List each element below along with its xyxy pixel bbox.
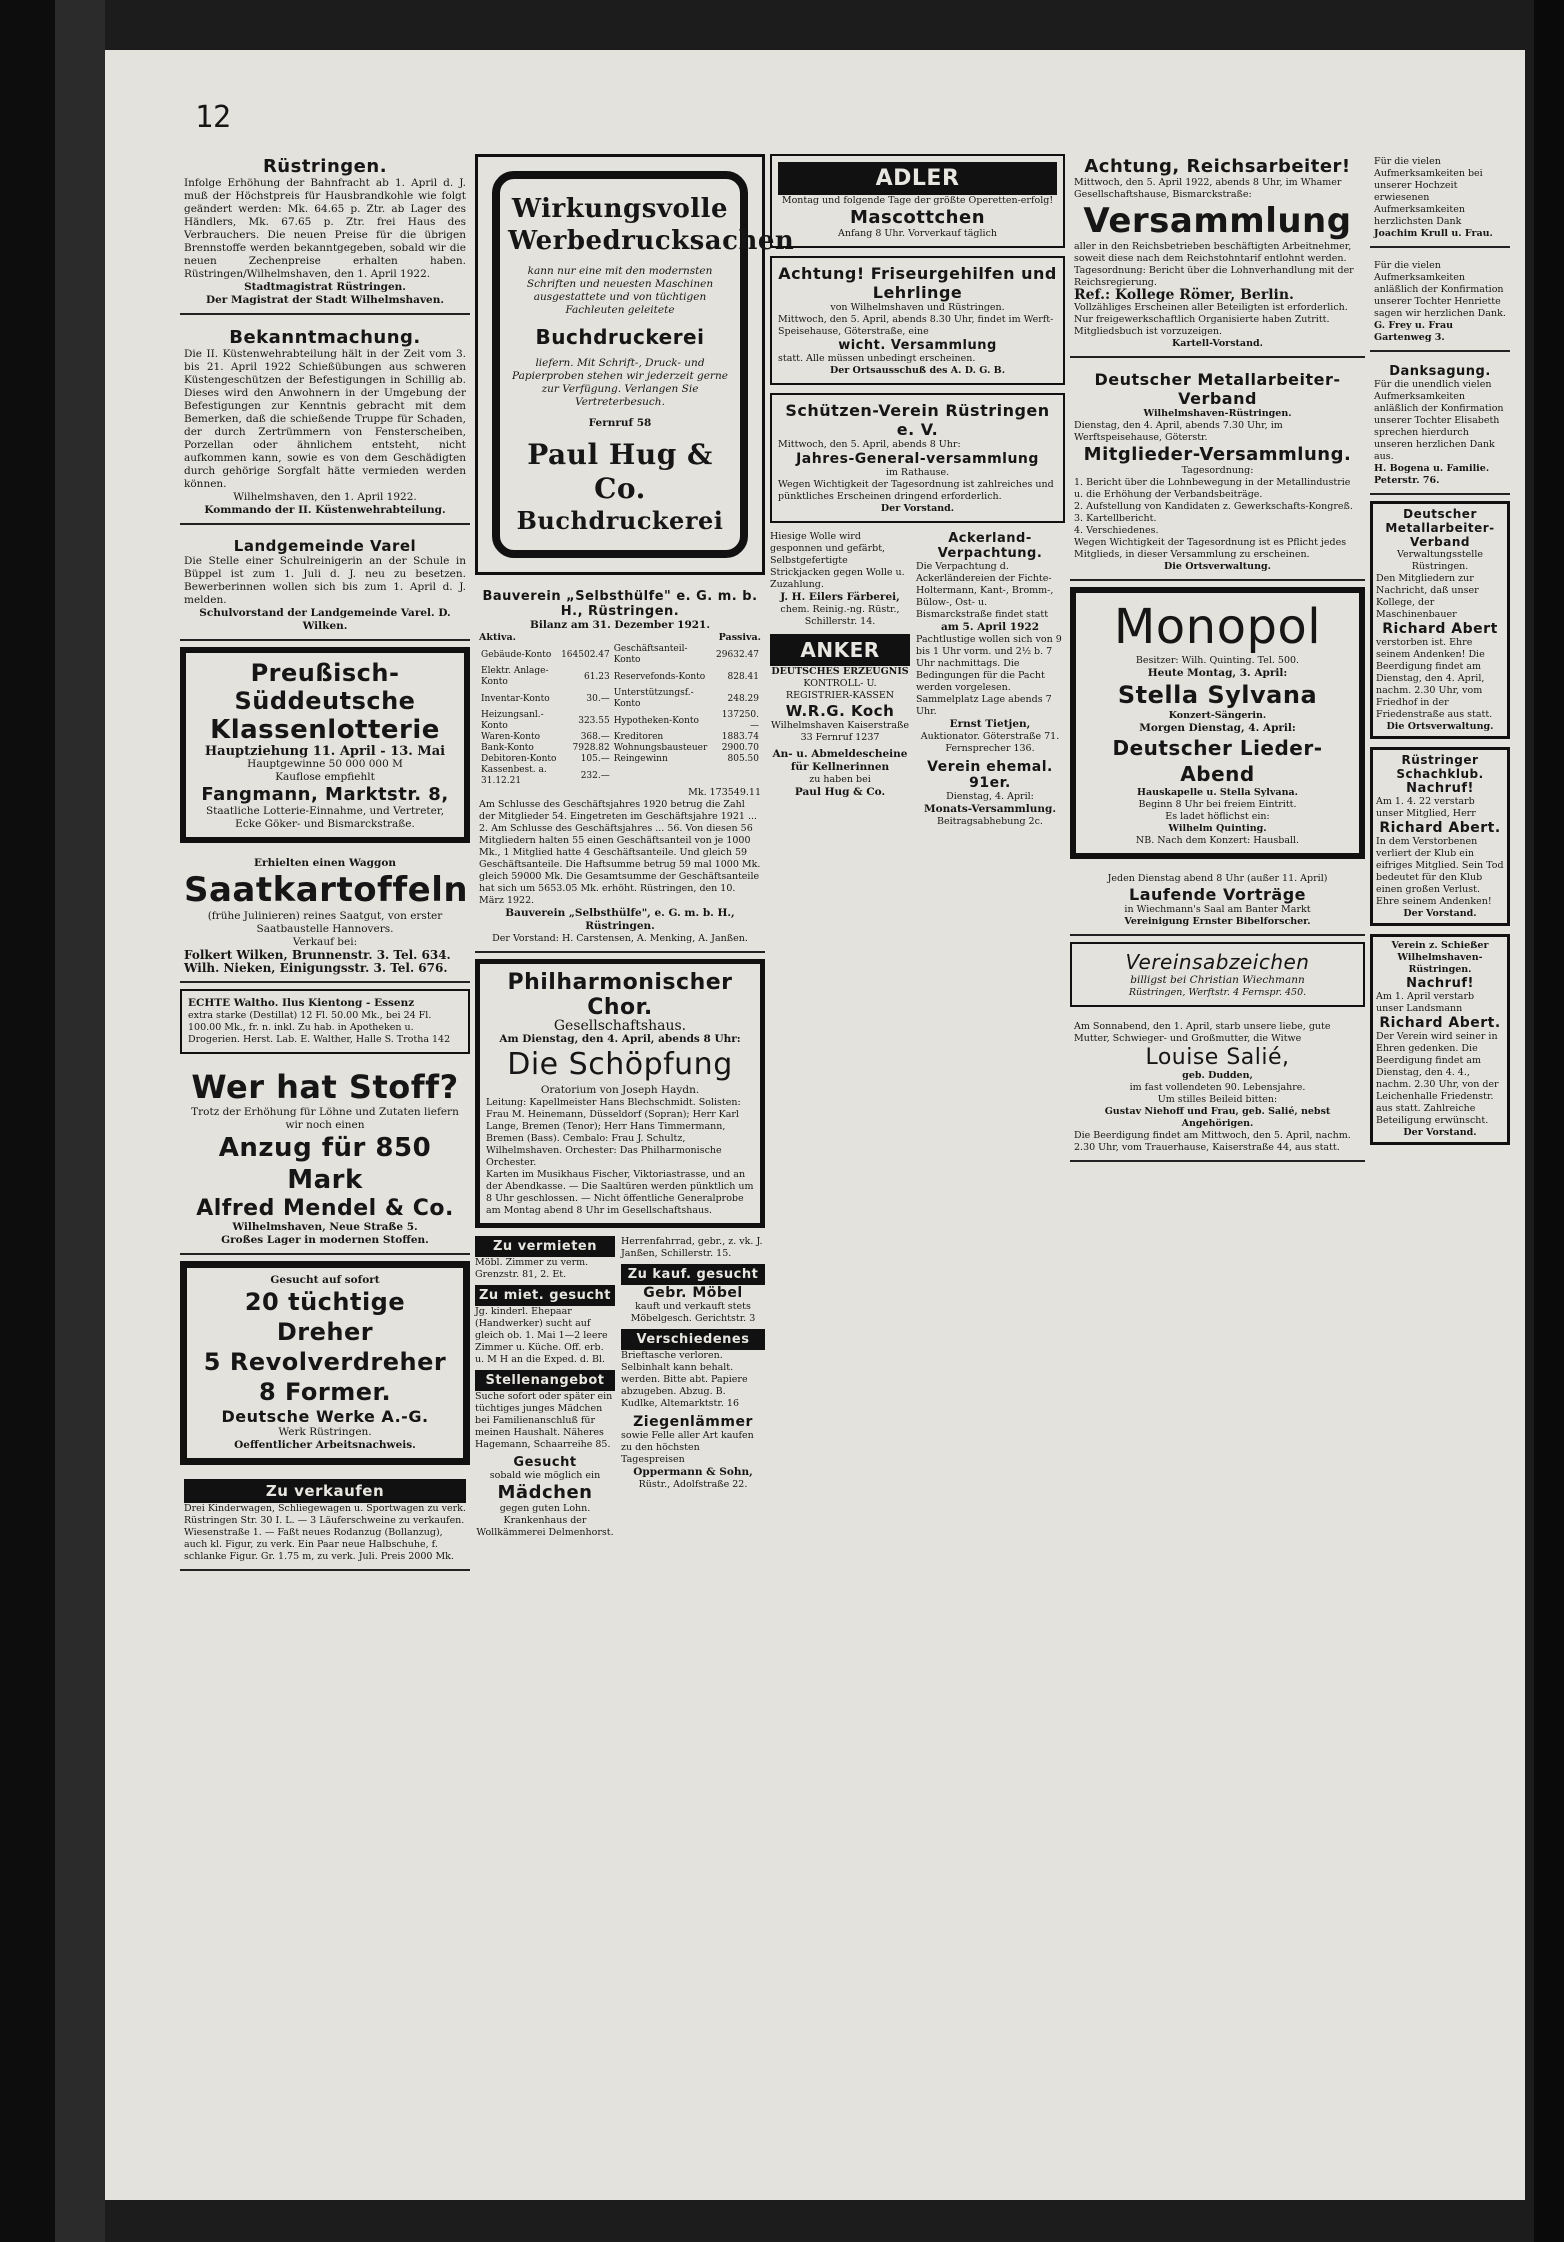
ad-text: Vollzähliges Erscheinen aller Beteiligten ist erforderlich. Nur freigewerkschaftlich Organisierte haben Zutritt. Mitgliedsbuch ist vorzuzeigen.: [1074, 302, 1348, 337]
ad-text: Infolge Erhöhung der Bahnfracht ab 1. April d. J. muß der Höchstpreis für Hausbrandkohle wie folgt geändert werden: Mk. 64.65 p. Ztr. ab Lager des Händlers, Mk. 67.65 p. Ztr. frei Haus des Verbrauchers. Die neuen Preise für die übrigen Brennstoffe werden bekanntgegeben, sobald wir die neuen Zechenpreise erhalten haben. Rüstringen/Wilhelmshaven, den 1. April 1922.: [184, 177, 466, 280]
ad-adler: [770, 154, 1065, 248]
ad-date: Wilhelmshaven, den 1. April 1922.: [233, 491, 417, 503]
ad-title: Deutscher Metallarbeiter-Verband: [1094, 370, 1341, 408]
ad-signature: Kartell-Vorstand.: [1172, 338, 1263, 349]
bilanz-cell: 105.—: [580, 754, 610, 764]
ad-name: Deutsche Werke A.-G.: [221, 1407, 429, 1426]
ad-text: Gesucht auf sofort: [270, 1274, 380, 1286]
bilanz-cell: Gebäude-Konto: [481, 649, 552, 660]
ad-text: Am Sonnabend, den 1. April, starb unsere liebe, gute Mutter, Schwieger- und Großmutter, die Witwe: [1074, 1021, 1331, 1044]
bilanz-row: [479, 743, 761, 754]
ad-title: Gesucht: [513, 1455, 577, 1470]
ad-name: G. Frey u. Frau Gartenweg 3.: [1374, 320, 1454, 343]
ad-name: W.R.G. Koch: [785, 702, 895, 720]
ad-text: Wilh. Nieken, Einigungsstr. 3. Tel. 676.: [184, 961, 448, 975]
bilanz-cell: Reingewinn: [613, 754, 668, 764]
ad-signature: Der Vorstand.: [1403, 908, 1477, 919]
ad-subtitle: Bilanz am 31. Dezember 1921.: [529, 619, 711, 631]
ad-title: Philharmonischer Chor.: [507, 970, 733, 1020]
ad-schachklub-nachruf: [1370, 747, 1510, 926]
ad-title: Ackerland-Verpachtung.: [937, 531, 1043, 561]
bilanz-cell: Waren-Konto: [481, 732, 541, 742]
ad-text: kann nur eine mit den modernsten Schriften und neuesten Maschinen ausgestattete und von tüchtigen Fachleuten geleitete: [526, 265, 714, 316]
ad-text: extra starke (Destillat) 12 Fl. 50.00 Mk., bei 24 Fl. 100.00 Mk., fr. n. inkl. Zu hab. in Apotheken u. Drogerien. Herst. Lab. E. Walther, Halle S. Trotha 142: [188, 1010, 451, 1045]
ad-signature: Der Vorstand: H. Carstensen, A. Menking, A. Janßen.: [492, 933, 748, 944]
agenda-item: 3. Kartellbericht.: [1074, 513, 1157, 524]
ad-text: Den Mitgliedern zur Nachricht, daß unser Kollege, der Maschinenbauer: [1376, 573, 1479, 620]
ad-date: Am Dienstag, den 4. April, abends 8 Uhr:: [499, 1033, 741, 1045]
ad-text: Brieftasche verloren. Selbinhalt kann behalt. werden. Bitte abt. Papiere abzugeben. Abzug. B. Kudlke, Altemarktstr. 16: [621, 1350, 748, 1409]
ad-text: kauft und verkauft stets Möbelgesch. Gerichtstr. 3: [630, 1301, 756, 1324]
ad-name: Paul Hug & Co.: [527, 438, 713, 505]
ad-address: chem. Reinig.-ng. Rüstr., Schillerstr. 14.: [780, 604, 900, 627]
ad-date: Heute Montag, 3. April:: [1147, 667, 1288, 679]
newspaper-page: [105, 50, 1525, 2200]
ad-text: Am Schlusse des Geschäftsjahres 1920 betrug die Zahl der Mitglieder 54. Eingetreten im Geschäftsjahre 1921 ... 2. Am Schlusse des Geschäftsjahres ... 56. Von diesen 56 Mitgliedern halten 55 einen Geschäftsanteil von je 1000 Mk., 1 Mitglied hatte 4 Geschäftsanteile. Und gleich 59 Geschäftsanteile. Die Haftsumme betrug 59 mal 1000 Mk. gleich 59000 Mk. Die Gesamtsumme der Geschäftsanteile hat sich um 5653.05 Mk. erhöht. Rüstringen, den 10. März 1922.: [479, 799, 761, 906]
bilanz-cell: 30.—: [586, 693, 610, 704]
ad-title: Schützen-Verein Rüstringen e. V.: [785, 401, 1050, 439]
ad-name: Oppermann & Sohn,: [633, 1466, 753, 1478]
ad-title: Mascottchen: [849, 207, 986, 228]
ad-text: Um stilles Beileid bitten:: [1157, 1094, 1278, 1105]
ad-text: Jeden Dienstag abend 8 Uhr (außer 11. April): [1107, 873, 1328, 884]
ad-vereinsabzeichen: [1070, 942, 1365, 1007]
page-gutter: [55, 0, 105, 2242]
ad-text: Die Beerdigung findet am Mittwoch, den 5. April, nachm. 2.30 Uhr, vom Trauerhause, Kaiserstraße 44, aus statt.: [1074, 1130, 1351, 1153]
ad-name: Gebr. Möbel: [643, 1285, 743, 1301]
ad-vortraege: [1070, 867, 1365, 936]
ad-signature: Der Vorstand.: [880, 503, 955, 514]
ad-varel: [180, 531, 470, 641]
ad-text: aller in den Reichsbetrieben beschäftigten Arbeitnehmer, soweit diese nach dem Reichstohntarif entlohnt werden. Tagesordnung: Bericht über die Lohnverhandlung mit der Reichsregierung.: [1074, 241, 1354, 288]
ad-title: Deutscher Metallarbeiter-Verband: [1385, 507, 1495, 549]
ad-title: Wer hat Stoff?: [191, 1068, 459, 1106]
ad-title: Preußisch-Süddeutsche: [234, 659, 416, 715]
section-header: Zu vermieten: [475, 1236, 615, 1257]
ad-text: sowie Felle aller Art kaufen zu den höchsten Tagespreisen: [621, 1430, 754, 1465]
ad-title: Mitglieder-Versammlung.: [1083, 444, 1352, 465]
ad-title: Bauverein „Selbsthülfe" e. G. m. b. H., Rüstringen.: [482, 589, 758, 619]
ad-text: Oeffentlicher Arbeitsnachweis.: [234, 1439, 416, 1451]
ad-text: Tagesordnung:: [1181, 465, 1254, 476]
ad-friseure: [770, 256, 1065, 385]
ad-name: Richard Abert: [1382, 621, 1498, 637]
ad-title: Achtung, Reichsarbeiter!: [1084, 156, 1351, 177]
ad-text: KONTROLL- U. REGISTRIER-KASSEN: [785, 678, 895, 701]
ad-text: Für die vielen Aufmerksamkeiten bei unserer Hochzeit erwiesenen Aufmerksamkeiten herzlichsten Dank: [1374, 156, 1483, 227]
ad-logo: ADLER: [778, 162, 1057, 195]
ad-text: Oratorium von Joseph Haydn.: [540, 1084, 700, 1096]
ad-text: Pachtlustige wollen sich von 9 bis 1 Uhr vorm. und 2½ b. 7 Uhr nachmittags. Die Bedingungen für die Pacht werden vorgelesen. Sammelplatz Lage abends 7 Uhr.: [916, 634, 1062, 717]
ad-text: Ref.: Kollege Römer, Berlin.: [1074, 287, 1294, 303]
ad-text: statt. Alle müssen unbedingt erscheinen.: [778, 353, 976, 364]
ad-signature: Bauverein „Selbsthülfe", e. G. m. b. H., Rüstringen.: [505, 907, 735, 932]
ad-schuetzenverein: [770, 393, 1065, 523]
bilanz-cell: Geschäftsanteil-Konto: [613, 644, 688, 665]
ad-text: Beitragsabhebung 2c.: [937, 816, 1043, 827]
ad-date: Mittwoch, den 5. April 1922, abends 8 Uhr, im Whamer Gesellschaftshause, Bismarckstraße:: [1074, 177, 1342, 200]
bilanz-cell: 232.—: [580, 770, 610, 781]
ad-text: geb. Dudden,: [1182, 1070, 1253, 1081]
bilanz-cell: Debitoren-Konto: [481, 754, 557, 764]
bilanz-cell: 61.23: [583, 671, 610, 682]
bilanz-row: [479, 754, 761, 765]
ad-text: zu haben bei: [809, 774, 871, 785]
ad-subtitle: Buchdruckerei: [535, 325, 705, 349]
ad-title: Klassenlotterie: [210, 715, 440, 745]
ad-text: Großes Lager in modernen Stoffen.: [221, 1234, 429, 1246]
ad-text: Werk Rüstringen.: [278, 1426, 372, 1438]
ad-deutsche-werke: [180, 1261, 470, 1465]
ad-title: ECHTE Waltho. Ilus Kientong - Essenz: [188, 997, 415, 1009]
bilanz-cell: 137250.—: [721, 710, 759, 731]
ad-text: Kauflose empfiehlt: [275, 771, 375, 783]
ad-date: Mittwoch, den 5. April, abends 8.30 Uhr, findet im Werft-Speisehause, Göterstraße, eine: [778, 314, 1054, 337]
section-header: Zu kauf. gesucht: [621, 1264, 765, 1285]
bilanz-row: [479, 765, 761, 787]
ad-date: Mittwoch, den 5. April, abends 8 Uhr:: [778, 439, 961, 450]
bilanz-cell: [713, 765, 761, 787]
ad-title: Bekanntmachung.: [229, 327, 421, 348]
ad-text: Gesellschaftshaus.: [553, 1018, 687, 1034]
bilanz-cell: Heizungsanl.-Konto: [481, 710, 544, 731]
bilanz-cell: 805.50: [727, 754, 759, 764]
ad-subtitle: Wilhelmshaven-Rüstringen.: [1143, 408, 1292, 419]
ad-text: DEUTSCHES ERZEUGNIS: [771, 666, 909, 677]
agenda-item: 4. Verschiedenes.: [1074, 525, 1159, 536]
ad-todes-salie: [1070, 1015, 1365, 1162]
section-header: Zu miet. gesucht: [475, 1285, 615, 1306]
column-3: [770, 150, 1065, 2170]
ad-echte-essenz: [180, 989, 470, 1054]
ad-title: Monats-Versammlung.: [923, 803, 1056, 815]
ad-name: Wilhelm Quinting.: [1168, 823, 1267, 834]
ad-title: 20 tüchtige Dreher: [244, 1288, 406, 1346]
bilanz-cell: Kassenbest. a. 31.12.21: [481, 765, 547, 786]
bilanz-cell: Hypotheken-Konto: [613, 715, 699, 726]
ad-signature: Kommando der II. Küstenwehrabteilung.: [204, 504, 446, 516]
ad-text: Anfang 8 Uhr. Vorverkauf täglich: [837, 228, 998, 239]
ad-zu-verkaufen: [180, 1473, 470, 1571]
ad-signature: Schulvorstand der Landgemeinde Varel. D. Wilken.: [199, 607, 451, 632]
ad-title: 8 Former.: [258, 1378, 392, 1406]
ad-text: Die Verpachtung d. Ackerländereien der Fichte-Holtermann, Kant-, Bromm-, Bülow-, Ost- u. Bismarckstraße findet statt: [916, 561, 1054, 620]
ad-text: Wegen Wichtigkeit der Tagesordnung ist es Pflicht jedes Mitglieds, in dieser Versammlung zu erscheinen.: [1074, 537, 1347, 560]
column-2: [475, 150, 795, 2170]
ad-text: Drei Kinderwagen, Schliegewagen u. Sportwagen zu verk. Rüstringen Str. 30 I. L. — 3 Läuferschweine zu verkaufen. Wiesenstraße 1. — Faßt neues Rodanzug (Bollanzug), auch kl. Figur, zu verk. Ein Paar neue Halbschuhe, f. schlanke Figur. Gr. 1.75 m, zu verk. Juli. Preis 2000 Mk.: [184, 1503, 466, 1562]
bilanz-row: [479, 666, 761, 688]
column-5: [1370, 150, 1510, 2170]
ad-phone: Fernruf 58: [588, 417, 652, 429]
ad-text: Für die vielen Aufmerksamkeiten anläßlich der Konfirmation unserer Tochter Henriette sagen wir herzlichen Dank.: [1374, 260, 1506, 319]
ad-ruestringen-kohle: [180, 150, 470, 315]
ad-text: Herrenfahrrad, gebr., z. vk. J. Janßen, Schillerstr. 15.: [621, 1236, 763, 1259]
ad-philharmonischer-chor: [475, 959, 765, 1228]
ad-metallarbeiter: [1070, 364, 1365, 581]
ad-dank-krull: [1370, 150, 1510, 248]
ad-text: im Rathause.: [885, 467, 950, 478]
ad-text: in Wiechmann's Saal am Banter Markt: [1124, 904, 1311, 915]
ad-mendel: [180, 1062, 470, 1255]
section-header: Stellenangebot: [475, 1370, 615, 1391]
bilanz-cell: 29632.47: [716, 649, 759, 660]
ad-title: Mädchen: [497, 1482, 593, 1503]
column-1: [180, 150, 470, 2170]
ad-dmv-nachruf: [1370, 501, 1510, 739]
ad-name: H. Bogena u. Familie. Peterstr. 76.: [1374, 463, 1490, 486]
ad-name: Joachim Krull u. Frau.: [1374, 228, 1493, 239]
ad-text: Suche sofort oder später ein tüchtiges junges Mädchen bei Familienanschluß für meinen Haushalt. Näheres Hagemann, Schaarreihe 85.: [475, 1391, 613, 1450]
ad-title: Rüstringer Schachklub.: [1396, 753, 1484, 781]
ad-title: Verein z. Schießer Wilhelmshaven-Rüstringen.: [1391, 940, 1489, 975]
ad-name: J. H. Eilers Färberei,: [780, 591, 900, 603]
ad-name: Paul Hug & Co.: [794, 786, 886, 798]
ad-monopol: [1070, 587, 1365, 859]
bilanz-cell: Reservefonds-Konto: [613, 671, 706, 682]
ad-text: Gustav Niehoff und Frau, geb. Salié, nebst Angehörigen.: [1104, 1106, 1331, 1129]
bilanz-row: [479, 688, 761, 710]
ad-title: Verein ehemal. 91er.: [927, 759, 1053, 791]
ad-title: Nachruf!: [1406, 976, 1474, 991]
ad-title: Wirkungsvolle: [511, 194, 729, 224]
section-header: Zu verkaufen: [184, 1479, 466, 1503]
ad-text: Der Verein wird seiner in Ehren gedenken. Die Beerdigung findet am Dienstag, den 4. 4., nachm. 2.30 Uhr, von der Leichenhalle Friedenstr. aus statt. Zahlreiche Beteiligung erwünscht.: [1376, 1031, 1499, 1126]
ad-logo: ANKER: [770, 634, 910, 666]
ad-text: Verkauf bei:: [292, 936, 358, 948]
ad-address: Wilhelmshaven, Neue Straße 5.: [232, 1221, 418, 1233]
ad-text: Trotz der Erhöhung für Löhne und Zutaten liefern wir noch einen: [191, 1106, 459, 1131]
ad-paul-hug: [475, 154, 795, 575]
ad-date: Dienstag, 4. April:: [946, 791, 1034, 802]
ad-text: Die II. Küstenwehrabteilung hält in der Zeit vom 3. bis 21. April 1922 Schießübungen aus schweren Küstengeschützen der Befestigungen in Schillig ab. Dieses wird den Anwohnern in der Umgebung der Befestigungen zur Kenntnis gebracht mit dem Bemerken, daß die schießende Truppe für Schaden, der durch Zertrümmern von Fensterscheiben, Porzellan oder ähnlichem entsteht, nicht aufkommen kann, sowie es von dem Geschädigten durch gehörige Sorgfalt hätte vermieden werden können.: [184, 348, 466, 490]
ad-text: Erhielten einen Waggon: [254, 857, 396, 869]
ad-text: In dem Verstorbenen verliert der Klub ein eifriges Mitglied. Sein Tod bedeutet für den Klub einen großen Verlust. Ehre seinem Andenken!: [1376, 836, 1504, 907]
ad-name: Alfred Mendel & Co.: [196, 1196, 454, 1221]
ad-signature: Vereinigung Ernster Bibelforscher.: [1124, 916, 1311, 927]
ad-text: gegen guten Lohn. Krankenhaus der Wollkämmerei Delmenhorst.: [476, 1503, 614, 1538]
ad-address: Rüstringen, Werftstr. 4 Fernspr. 450.: [1128, 987, 1307, 998]
book-spine: [0, 0, 55, 2242]
ad-saatkartoffeln: [180, 851, 470, 983]
ad-text: NB. Nach dem Konzert: Hausball.: [1135, 835, 1300, 846]
ad-text: Am 1. April verstarb unser Landsmann: [1376, 991, 1475, 1014]
bilanz-cell: [612, 765, 713, 787]
ad-title: Rüstringen.: [262, 156, 388, 177]
bilanz-cell: 248.29: [727, 693, 759, 704]
ad-name: Richard Abert.: [1379, 820, 1501, 836]
bilanz-cell: Wohnungsbausteuer: [613, 743, 708, 753]
ad-dank-bogena: [1370, 358, 1510, 495]
agenda-item: 1. Bericht über die Lohnbewegung in der Metallindustrie u. die Erhöhung der Verbandsbeiträge.: [1074, 477, 1351, 500]
agenda-item: 2. Aufstellung von Kandidaten z. Gewerkschafts-Kongreß.: [1074, 501, 1353, 512]
ad-title: 5 Revolverdreher: [203, 1348, 447, 1376]
ad-text: Wegen Wichtigkeit der Tagesordnung ist zahlreiches und pünktliches Erscheinen dringend erforderlich.: [778, 479, 1054, 502]
ad-date: Dienstag, den 4. April, abends 7.30 Uhr, im Werftspeisehause, Göterstr.: [1074, 420, 1283, 443]
bilanz-cell: 164502.47: [561, 649, 610, 660]
ad-address: Rüstr., Adolfstraße 22.: [638, 1479, 748, 1490]
bilanz-row: [479, 732, 761, 743]
ad-text: im fast vollendeten 90. Lebensjahre.: [1129, 1082, 1306, 1093]
ad-text: Karten im Musikhaus Fischer, Viktoriastrasse, und an der Abendkasse. — Die Saaltüren werden pünktlich um 8 Uhr geschlossen. — Nicht öffentliche Generalprobe am Montag abend 8 Uhr im Gesellschaftshaus.: [486, 1169, 754, 1216]
bilanz-cell: 323.55: [578, 715, 610, 726]
ad-text: Montag und folgende Tage der größte Operetten-erfolg!: [781, 195, 1054, 206]
page-number: 12: [195, 100, 232, 135]
ad-bauverein: [475, 583, 765, 953]
ad-text: Hauptziehung 11. April - 13. Mai: [204, 744, 446, 759]
ad-title: Laufende Vorträge: [1129, 885, 1306, 904]
ad-title: Ziegenlämmer: [633, 1414, 753, 1430]
ad-title: Danksagung.: [1389, 364, 1491, 379]
ad-text: Auktionator. Göterstraße 71. Fernsprecher 136.: [920, 731, 1060, 754]
bilanz-cell: 7928.82: [572, 743, 610, 753]
ad-title: Anzug für 850 Mark: [218, 1133, 432, 1195]
ad-dank-frey: [1370, 254, 1510, 352]
ad-name: Buchdruckerei: [516, 506, 724, 535]
bilanz-row: [479, 710, 761, 732]
ad-text: (frühe Julinieren) reines Saatgut, von erster Saatbaustelle Hannovers.: [207, 910, 443, 935]
ad-text: Es ladet höflichst ein:: [1165, 811, 1270, 822]
ad-title: Deutscher Lieder-Abend: [1112, 736, 1323, 786]
bilanz-aktiva-header: Aktiva.: [479, 632, 516, 643]
ad-text: Folkert Wilken, Brunnenstr. 3. Tel. 634.: [184, 948, 451, 962]
ad-title: Monopol: [1113, 599, 1322, 655]
ad-text: Staatliche Lotterie-Einnahme, und Vertreter, Ecke Göker- und Bismarckstraße.: [205, 805, 445, 830]
ad-text: Hiesige Wolle wird gesponnen und gefärbt, Selbstgefertigte Strickjacken gegen Wolle u. Zuzahlung.: [770, 531, 905, 590]
bilanz-cell: Elektr. Anlage-Konto: [481, 666, 549, 687]
ad-title: Die Schöpfung: [507, 1047, 733, 1082]
ad-title: Saatkartoffeln: [184, 870, 469, 910]
ad-date: am 5. April 1922: [940, 621, 1040, 633]
ad-text: Am 1. 4. 22 verstarb unser Mitglied, Herr: [1376, 796, 1476, 819]
ad-text: Hauskapelle u. Stella Sylvana.: [1137, 787, 1298, 798]
bilanz-cell: 2900.70: [721, 743, 759, 753]
ad-text: Möbl. Zimmer zu verm. Grenzstr. 81, 2. Et.: [475, 1257, 589, 1280]
bilanz-total: Mk. 173549.11: [688, 787, 761, 798]
ad-text: sobald wie möglich ein: [489, 1470, 601, 1481]
ad-text: von Wilhelmshaven und Rüstringen.: [830, 302, 1005, 313]
ad-title: Landgemeinde Varel: [233, 537, 417, 555]
ad-text: billigst bei Christian Wiechmann: [1130, 974, 1305, 986]
ad-title: Achtung! Friseurgehilfen und Lehrlinge: [778, 264, 1057, 302]
ad-signature: Der Ortsausschuß des A. D. G. B.: [829, 365, 1006, 376]
bilanz-cell: Kreditoren: [613, 732, 664, 742]
bilanz-cell: 1883.74: [721, 732, 759, 742]
ad-text: Für die unendlich vielen Aufmerksamkeiten anläßlich der Konfirmation unserer Tochter Elisabeth sprechen hierdurch unseren herzlichen Dank aus.: [1374, 379, 1504, 462]
ad-reichsarbeiter: [1070, 150, 1365, 358]
ad-title: Vereinsabzeichen: [1125, 950, 1310, 974]
ad-text: Die Stelle einer Schulreinigerin an der Schule in Büppel ist zum 1. Juli d. J. neu zu besetzen. Bewerberinnen wollen sich bis zum 1. April d. J. melden.: [184, 555, 466, 606]
ad-title: wicht. Versammlung: [838, 338, 997, 353]
ad-signature: Die Ortsverwaltung.: [1386, 721, 1494, 732]
bilanz-row: [479, 644, 761, 666]
ad-title: Nachruf!: [1406, 781, 1474, 796]
right-edge: [1534, 0, 1564, 2242]
ad-klassenlotterie: [180, 647, 470, 843]
ad-text: Leitung: Kapellmeister Hans Blechschmidt. Solisten: Frau M. Heinemann, Düsseldorf (Sopran); Herr Karl Lange, Bremen (Tenor); Herr Hans Timmermann, Bremen (Bass). Cembalo: Frau J. Schultz, Wilhelmshaven. Orchester: Das Philharmonische Orchester.: [486, 1097, 741, 1168]
ad-name: Richard Abert.: [1379, 1015, 1501, 1031]
bilanz-passiva-header: Passiva.: [718, 632, 761, 643]
ad-signature: Der Vorstand.: [1403, 1127, 1477, 1138]
section-header: Verschiedenes: [621, 1329, 765, 1350]
ad-text: Beginn 8 Uhr bei freiem Eintritt.: [1138, 799, 1297, 810]
ad-name: Ernst Tietjen,: [949, 718, 1031, 730]
bilanz-cell: 828.41: [727, 671, 759, 682]
bilanz-table: [479, 644, 761, 787]
column-4: [1070, 150, 1365, 2170]
ad-text: Hauptgewinne 50 000 000 M: [247, 758, 403, 770]
ad-title: Werbedrucksachen: [508, 226, 795, 256]
ad-name: Fangmann, Marktstr. 8,: [201, 784, 449, 805]
bilanz-cell: 368.—: [580, 732, 610, 742]
ad-title: Stella Sylvana: [1117, 681, 1318, 709]
ad-bekanntmachung: [180, 321, 470, 525]
ad-text: Konzert-Sängerin.: [1168, 710, 1267, 721]
bilanz-cell: Unterstützungsf.-Konto: [613, 688, 694, 709]
ad-title: An- u. Abmeldescheine für Kellnerinnen: [772, 748, 908, 773]
ad-schiesser-nachruf: [1370, 934, 1510, 1145]
bilanz-cell: Inventar-Konto: [481, 693, 550, 704]
ad-signature: Stadtmagistrat Rüstringen.: [244, 281, 406, 293]
ad-subtitle: Verwaltungsstelle Rüstringen.: [1396, 549, 1483, 572]
ad-date: Morgen Dienstag, 4. April:: [1139, 722, 1296, 734]
ad-signature: Der Magistrat der Stadt Wilhelmshaven.: [205, 294, 445, 306]
ad-text: Besitzer: Wilh. Quinting. Tel. 500.: [1135, 655, 1300, 666]
ad-text: verstorben ist. Ehre seinem Andenken! Die Beerdigung findet am Dienstag, den 4. April, nachm. 2.30 Uhr, vom Friedhof in der Friedenstraße aus statt.: [1376, 637, 1493, 720]
ad-text: liefern. Mit Schrift-, Druck- und Papierproben stehen wir jederzeit gerne zur Verfügung. Verlangen Sie Vertreterbesuch.: [512, 357, 728, 408]
ad-text: Jg. kinderl. Ehepaar (Handwerker) sucht auf gleich ob. 1. Mai 1—2 leere Zimmer u. Küche. Off. erb. u. M H an die Exped. d. Bl.: [475, 1306, 608, 1365]
ad-signature: Die Ortsverwaltung.: [1164, 561, 1271, 572]
ad-address: Wilhelmshaven Kaiserstraße 33 Fernruf 1237: [771, 720, 909, 743]
ad-title: Versammlung: [1083, 201, 1352, 241]
bilanz-cell: Bank-Konto: [481, 743, 534, 753]
ad-name: Louise Salié,: [1145, 1045, 1290, 1070]
ad-title: Jahres-General-versammlung: [796, 451, 1039, 467]
